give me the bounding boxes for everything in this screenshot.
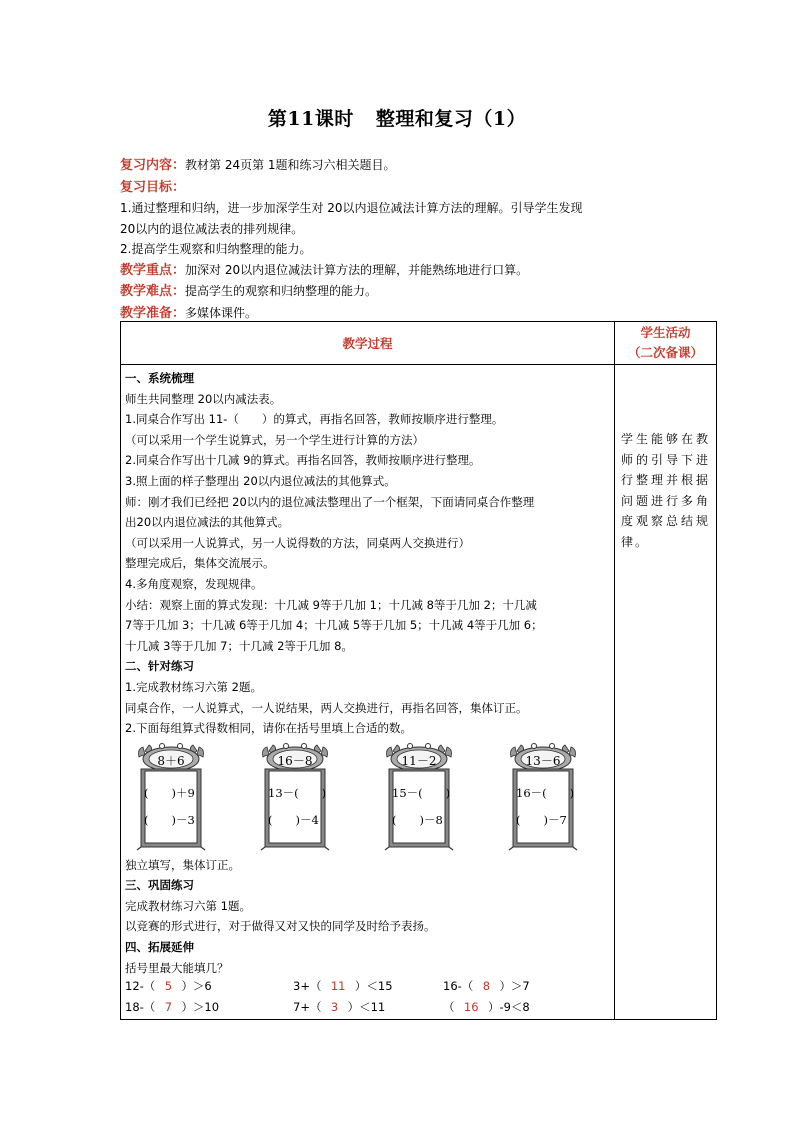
goal-2: 2.提高学生观察和归纳整理的能力。	[120, 242, 312, 256]
exercise-item	[293, 978, 393, 994]
process-line: 师生共同整理 20以内减法表。	[125, 391, 282, 406]
process-line: 括号里最大能填几？	[125, 960, 229, 975]
header-activity-line1: 学生活动	[640, 325, 691, 340]
page-title	[0, 104, 794, 131]
crab-row-1: 16－( )	[516, 785, 575, 800]
process-line: 十几减 3等于几加 7；十几减 2等于几加 8。	[125, 638, 353, 653]
lesson-meta	[120, 155, 680, 324]
section-heading: 三、巩固练习	[125, 878, 194, 893]
activity-cell: 学生能够在教师的引导下进行整理并根据问题进行多角度观察总结规律。	[615, 365, 717, 1020]
exercise-suffix: ）＞7	[499, 979, 530, 994]
lesson-number: 第11课时	[267, 108, 354, 130]
crab-card	[383, 743, 455, 851]
process-line: 7等于几加 3；十几减 6等于几加 4；十几减 5等于几加 5；十几减 4等于几加 6；	[125, 618, 543, 633]
crab-expression: 11－2	[401, 753, 437, 768]
exercise-suffix: ）＞10	[181, 999, 220, 1014]
process-line: 1.完成教材练习六第 2题。	[125, 679, 262, 694]
exercise-prefix: （	[443, 999, 455, 1014]
process-line: 小结：观察上面的算式发现：十几减 9等于几加 1；十几减 8等于几加 2；十几减	[125, 597, 537, 612]
exercise-answer: 16	[454, 999, 488, 1014]
prep-text: 多媒体课件。	[185, 305, 258, 320]
process-line: 独立填写，集体订正。	[125, 857, 240, 872]
crab-expression: 8＋6	[157, 753, 185, 768]
process-lines-part1	[125, 368, 610, 739]
header-activity-line2: （二次备课）	[627, 345, 703, 360]
exercise-prefix: 16-（	[443, 979, 474, 994]
process-line: （可以采用一个学生说算式，另一个学生进行计算的方法）	[125, 432, 424, 447]
exercise-item	[443, 978, 530, 994]
exercise-item	[293, 999, 385, 1015]
goal-label: 复习目标：	[120, 179, 186, 195]
exercise-prefix: 3+（	[293, 979, 322, 994]
process-line: 同桌合作，一人说算式，一人说结果，两人交换进行，再指名回答，集体订正。	[125, 700, 528, 715]
section-heading: 四、拓展延伸	[125, 940, 194, 955]
crab-row-1: 15－( )	[392, 785, 451, 800]
crab-expression: 13－6	[525, 753, 561, 768]
key-label: 教学重点：	[120, 262, 186, 278]
difficulty-label: 教学难点：	[120, 284, 186, 299]
exercise-answer: 7	[155, 999, 182, 1014]
process-line: 完成教材练习六第 1题。	[125, 898, 251, 913]
exercise-prefix: 7+（	[293, 999, 322, 1014]
goal-1b: 20以内的退位减法表的排列规律。	[120, 221, 304, 236]
exercise-answer: 5	[155, 979, 182, 994]
process-line: 4.多角度观察，发现规律。	[125, 576, 263, 591]
goal-1a: 1.通过整理和归纳，进一步加深学生对 20以内退位减法计算方法的理解。引导学生发现	[120, 201, 583, 215]
exercise-suffix: ）-9＜8	[487, 999, 530, 1014]
extension-exercises	[125, 978, 610, 1019]
process-line: 2.下面每组算式得数相同，请你在括号里填上合适的数。	[125, 721, 412, 736]
exercise-suffix: ）＞6	[181, 979, 212, 994]
header-activity	[615, 322, 717, 365]
crab-row-1: ( )＋9	[144, 785, 195, 800]
exercise-prefix: 12-（	[125, 979, 156, 994]
section-heading: 一、系统梳理	[125, 371, 194, 385]
process-line: 1.同桌合作写出 11-（ ）的算式，再指名回答，教师按顺序进行整理。	[125, 412, 504, 427]
exercise-prefix: 18-（	[125, 999, 156, 1014]
process-line: （可以采用一人说算式，另一人说得数的方法，同桌两人交换进行）	[125, 535, 470, 550]
exercise-item	[443, 999, 530, 1015]
exercise-row	[125, 978, 610, 999]
crab-exercise-group	[125, 743, 610, 855]
exercise-item	[125, 999, 219, 1015]
exercise-suffix: ）＜11	[347, 999, 386, 1014]
process-line: 3.照上面的样子整理出 20以内退位减法的其他算式。	[125, 473, 396, 488]
key-text: 加深对 20以内退位减法计算方法的理解，并能熟练地进行口算。	[185, 262, 529, 277]
exercise-answer: 8	[473, 979, 500, 994]
content-text: 教材第 24页第 1题和练习六相关题目。	[185, 158, 396, 172]
exercise-answer: 11	[321, 979, 355, 994]
crab-row-2: ( )－3	[144, 812, 195, 827]
exercise-item	[125, 978, 212, 994]
process-line: 以竞赛的形式进行，对于做得又对又快的同学及时给予表扬。	[125, 919, 436, 934]
crab-card	[135, 743, 207, 851]
prep-label: 教学准备：	[120, 305, 186, 321]
process-lines-part2	[125, 855, 610, 979]
crab-row-2: ( )－8	[392, 812, 443, 827]
header-process: 教学过程	[121, 322, 615, 365]
difficulty-text: 提高学生的观察和归纳整理的能力。	[185, 284, 378, 298]
exercise-row	[125, 999, 610, 1020]
process-line: 整理完成后，集体交流展示。	[125, 556, 275, 571]
crab-row-1: 13－( )	[268, 785, 327, 800]
crab-card	[507, 743, 579, 851]
lesson-plan-table	[120, 321, 717, 1020]
exercise-suffix: ）＜15	[354, 979, 393, 994]
crab-card	[259, 743, 331, 851]
process-line: 2.同桌合作写出十几减 9的算式。再指名回答，教师按顺序进行整理。	[125, 453, 481, 468]
process-line: 出20以内退位减法的其他算式。	[125, 515, 290, 530]
section-heading: 二、针对练习	[125, 659, 194, 674]
crab-row-2: ( )－4	[268, 812, 319, 827]
content-label: 复习内容：	[120, 158, 186, 173]
crab-row-2: ( )－7	[516, 812, 567, 827]
process-cell	[121, 365, 615, 1020]
crab-expression: 16－8	[277, 753, 313, 768]
exercise-answer: 3	[321, 999, 348, 1014]
lesson-topic: 整理和复习（1）	[375, 108, 527, 130]
process-line: 师：刚才我们已经把 20以内的退位减法整理出了一个框架，下面请同桌合作整理	[125, 494, 535, 509]
